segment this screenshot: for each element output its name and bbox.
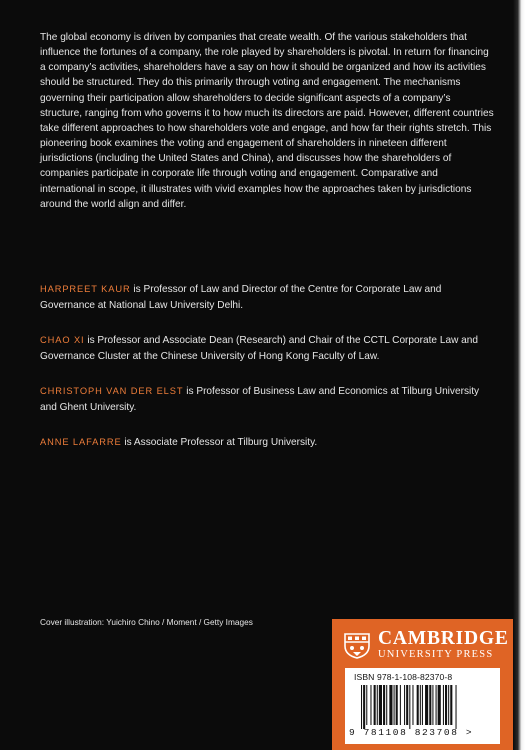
author-bio-text: is Professor of Law and Director of the Centre for Corporate Law and Governance at National Law University Delhi. xyxy=(40,284,442,311)
author-name: HARPREET KAUR xyxy=(40,284,131,294)
author-bio-text: is Associate Professor at Tilburg University. xyxy=(121,437,318,448)
cambridge-crest-icon xyxy=(343,633,371,659)
author-bio xyxy=(40,333,480,364)
barcode-block xyxy=(345,668,500,744)
author-name: CHRISTOPH VAN DER ELST xyxy=(40,386,184,396)
publisher-name: CAMBRIDGE xyxy=(378,628,509,649)
author-bio xyxy=(40,435,480,451)
book-description: The global economy is driven by companies that create wealth. Of the various stakeholders that influence the fortunes of a company, the role played by shareholders is pivotal. In return for financing a company’s activities, shareholders have a say on how it should be organized and how its activities should be structured. They do this primarily through voting and engagement. The mechanisms governing their participation allow shareholders to decide significant aspects of a company’s structure, ranging from who governs it to how much its directors are paid. However, different countries take different approaches to how shareholders vote and engage, and how far their rights stretch. This pioneering book examines the voting and engagement of shareholders in nineteen different jurisdictions (including the United States and China), and discusses how the shareholders of companies participate in corporate life through voting and engagement. Comparative and international in scope, it illustrates with vivid examples how the approaches taken by jurisdictions around the world align and differ. xyxy=(40,32,494,210)
isbn-label: ISBN 978-1-108-82370-8 xyxy=(354,672,453,682)
publisher-subname: UNIVERSITY PRESS xyxy=(378,649,494,660)
author-bio-text: is Professor of Business Law and Economics at Tilburg University and Ghent University. xyxy=(40,386,480,413)
author-name: ANNE LAFARRE xyxy=(40,437,122,447)
page-edge xyxy=(513,0,525,750)
author-bio xyxy=(40,282,480,313)
barcode-digits: 9 781108 823708 > xyxy=(349,727,474,738)
author-bio xyxy=(40,384,480,415)
author-bio-text: is Professor and Associate Dean (Research) and Chair of the CCTL Corporate Law and Governance Cluster at the Chinese University of Hong Kong Faculty of Law. xyxy=(40,335,479,362)
author-name: CHAO XI xyxy=(40,335,85,345)
barcode-icon xyxy=(361,685,487,729)
publisher-panel xyxy=(332,619,513,750)
cover-illustration-credit: Cover illustration: Yuichiro Chino / Moment / Getty Images xyxy=(40,617,253,627)
publisher-logo xyxy=(343,630,509,661)
